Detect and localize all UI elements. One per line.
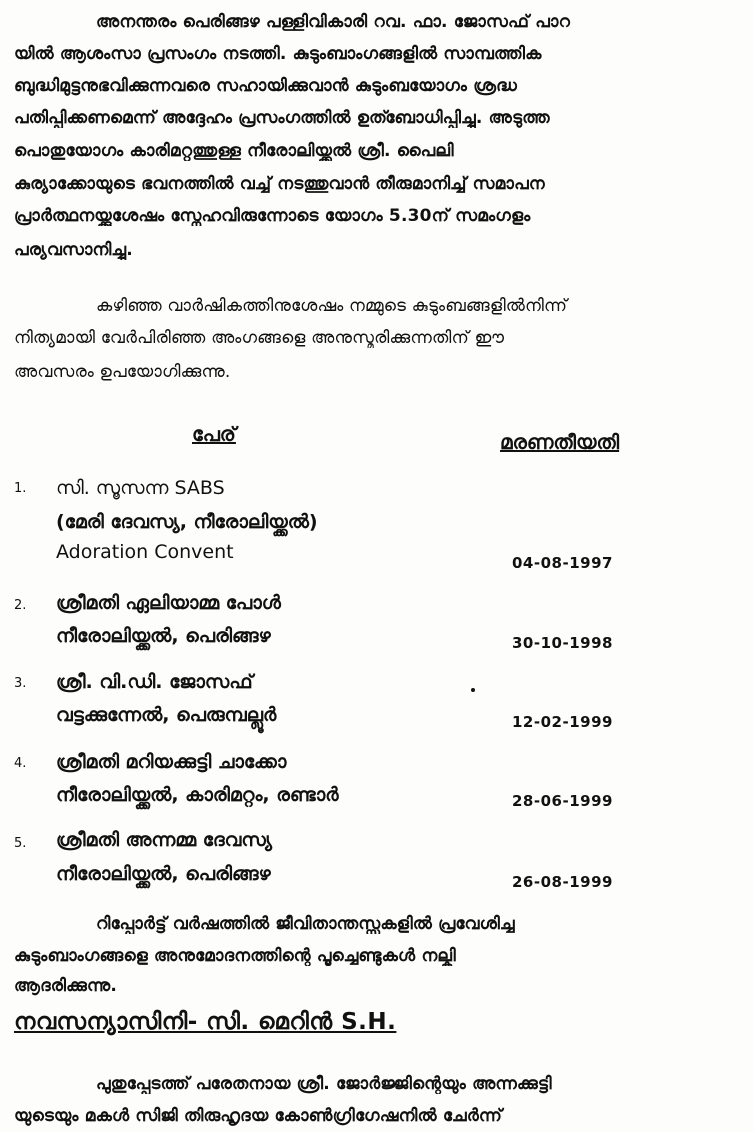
row-4-name: ശ്രീമതി മറിയക്കുട്ടി ചാക്കോ: [56, 751, 287, 773]
row-1-date: 04-08-1997: [512, 554, 613, 572]
row-2-date: 30-10-1998: [512, 634, 613, 652]
row-3-address: വട്ടക്കുന്നേൽ, പെരുമ്പല്ലൂർ: [56, 704, 277, 726]
paragraph3-line-3: ആദരിക്കുന്നു.: [14, 976, 118, 996]
paragraph1-line-1: അനന്തരം പെരിങ്ങഴ പള്ളിവികാരി റവ. ഫാ. ജോസഫ് പാറ: [96, 12, 571, 32]
row-2-name: ശ്രീമതി ഏലിയാമ്മ പോൾ: [56, 592, 281, 614]
row-5-date: 26-08-1999: [512, 873, 613, 891]
paragraph1-line-4: പതിപ്പിക്കണമെന്ന് അദ്ദേഹം പ്രസംഗത്തിൽ ഉത്ബോധിപ്പിച്ചു. അടുത്ത: [14, 108, 550, 128]
row-1-name: സി. സൂസന്ന SABS: [56, 477, 225, 499]
row-1-number: 1.: [14, 481, 27, 496]
row-2-number: 2.: [14, 598, 27, 613]
row-1-detail: (മേരി ദേവസ്യ, നീരോലിയ്ക്കൽ): [56, 511, 318, 533]
death-date-column-header: മരണതീയതി: [500, 430, 620, 454]
row-3-name: ശ്രീ. വി.ഡി. ജോസഫ്: [56, 671, 253, 693]
row-5-address: നീരോലിയ്ക്കൽ, പെരിങ്ങഴ: [56, 863, 271, 885]
paragraph3-line-1: റിപ്പോർട്ട് വർഷത്തിൽ ജീവിതാന്തസ്സുകളിൽ പ്രവേശിച്ച: [96, 914, 515, 934]
row-3-date: 12-02-1999: [512, 713, 613, 731]
row-2-address: നീരോലിയ്ക്കൽ, പെരിങ്ങഴ: [56, 625, 271, 647]
paragraph1-line-3: ബുദ്ധിമുട്ടനുഭവിക്കുന്നവരെ സഹായിക്കുവാൻ കുടുംബയോഗം ശ്രദ്ധ: [14, 76, 518, 96]
paragraph1-line-5: പൊതുയോഗം കാരിമറ്റത്തുള്ള നീരോലിയ്ക്കൽ ശ്രീ. പൈലി: [14, 141, 454, 161]
paragraph1-line-7: പ്രാർത്ഥനയ്ക്കുശേഷം സ്നേഹവിരുന്നോടെ യോഗം 5.30ന് സമംഗളം: [14, 206, 531, 226]
paragraph1-line-6: കുര്യാക്കോയുടെ ഭവനത്തിൽ വച്ച് നടത്തുവാൻ തീരുമാനിച്ച് സമാപന: [14, 174, 545, 194]
row-4-number: 4.: [14, 756, 27, 771]
stray-dot-mark: [471, 688, 475, 692]
row-4-address: നീരോലിയ്ക്കൽ, കാരിമറ്റം, രണ്ടാർ: [56, 784, 339, 806]
row-4-date: 28-06-1999: [512, 792, 613, 810]
section-heading: നവസന്യാസിനി- സി. മെറിൻ S.H.: [14, 1009, 397, 1035]
paragraph1-line-2: യിൽ ആശംസാ പ്രസംഗം നടത്തി. കുടുംബാംഗങ്ങളിൽ സാമ്പത്തിക: [14, 44, 542, 64]
paragraph4-line-2: യുടെയും മകൾ സിജി തിരുഹൃദയ കോൺഗ്രിഗേഷനിൽ ചേർന്ന്: [14, 1106, 503, 1126]
row-5-number: 5.: [14, 836, 27, 851]
name-column-header: പേര്: [192, 422, 236, 446]
paragraph2-line-1: കഴിഞ്ഞ വാർഷികത്തിനുശേഷം നമ്മുടെ കുടുംബങ്ങളിൽനിന്ന്: [96, 296, 568, 316]
paragraph3-line-2: കുടുംബാംഗങ്ങളെ അനുമോദനത്തിന്റെ പൂച്ചെണ്ടുകൾ നല്കി: [14, 946, 456, 966]
paragraph1-line-8: പര്യവസാനിച്ചു.: [14, 240, 133, 260]
row-5-name: ശ്രീമതി അന്നമ്മ ദേവസ്യ: [56, 829, 273, 851]
row-3-number: 3.: [14, 676, 27, 691]
paragraph4-line-1: പുതുപ്പേടത്ത് പരേതനായ ശ്രീ. ജോർജ്ജിന്റെയും അന്നക്കുട്ടി: [96, 1074, 552, 1094]
row-1-convent: Adoration Convent: [56, 541, 234, 563]
paragraph2-line-2: നിത്യമായി വേർപിരിഞ്ഞ അംഗങ്ങളെ അനുസ്മരിക്കുന്നതിന് ഈ: [14, 328, 505, 348]
paragraph2-line-3: അവസരം ഉപയോഗിക്കുന്നു.: [14, 362, 231, 382]
